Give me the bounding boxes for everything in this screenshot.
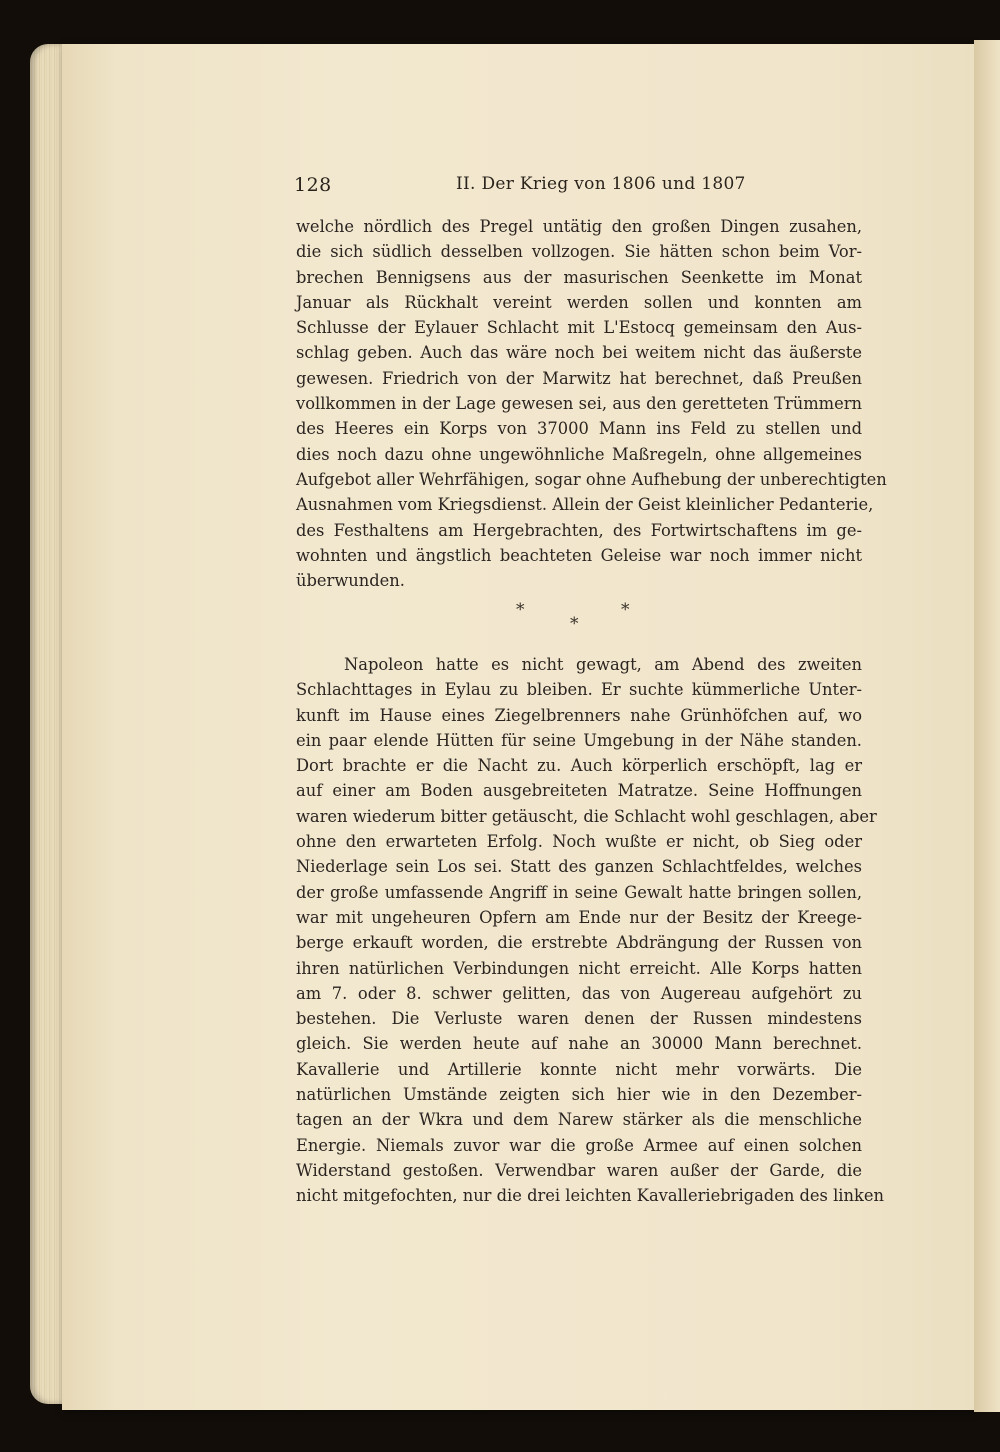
text-line: waren wiederum bitter getäuscht, die Schlacht wohl geschlagen, aber [296, 806, 877, 826]
text-line: Aufgebot aller Wehrfähigen, sogar ohne Aufhebung der unberechtigten [296, 469, 887, 489]
section-divider-asterisks [296, 596, 862, 636]
text-line: brechen Bennigsens aus der masurischen Seenkette im Monat [296, 267, 862, 287]
text-line: war mit ungeheuren Opfern am Ende nur der Besitz der Kreege- [296, 907, 862, 927]
text-line: Niederlage sein Los sei. Statt des ganzen Schlachtfeldes, welches [296, 857, 862, 877]
text-line: Energie. Niemals zuvor war die große Armee auf einen solchen [296, 1135, 862, 1155]
page-header [294, 174, 860, 200]
asterisk: * [570, 614, 579, 634]
text-line: ohne den erwarteten Erfolg. Noch wußte er nicht, ob Sieg oder [296, 832, 862, 852]
text-line: des Heeres ein Korps von 37000 Mann ins Feld zu stellen und [296, 419, 862, 439]
text-line: gleich. Sie werden heute auf nahe an 30000 Mann berechnet. [296, 1034, 862, 1054]
text-line: schlag geben. Auch das wäre noch bei weitem nicht das äußerste [296, 343, 862, 363]
text-line: berge erkauft worden, die erstrebte Abdrängung der Russen von [296, 933, 862, 953]
text-line: natürlichen Umstände zeigten sich hier wie in den Dezember- [296, 1085, 862, 1105]
text-line: Januar als Rückhalt vereint werden sollen und konnten am [296, 292, 862, 312]
text-line: ein paar elende Hütten für seine Umgebung in der Nähe standen. [296, 730, 862, 750]
text-line: des Festhaltens am Hergebrachten, des Fortwirtschaftens im ge- [296, 520, 862, 540]
text-line: Schlusse der Eylauer Schlacht mit L'Estocq gemeinsam den Aus- [296, 318, 862, 338]
paragraph-2 [296, 652, 884, 1209]
asterisk: * [621, 600, 630, 620]
text-line: gewesen. Friedrich von der Marwitz hat berechnet, daß Preußen [296, 368, 862, 388]
text-line: Ausnahmen vom Kriegsdienst. Allein der Geist kleinlicher Pedanterie, [296, 495, 874, 515]
text-line: am 7. oder 8. schwer gelitten, das von Augereau aufgehört zu [296, 983, 862, 1003]
text-line: der große umfassende Angriff in seine Gewalt hatte bringen sollen, [296, 882, 862, 902]
text-line: Schlachttages in Eylau zu bleiben. Er suchte kümmerliche Unter- [296, 680, 862, 700]
text-line: tagen an der Wkra und dem Narew stärker als die menschliche [296, 1110, 862, 1130]
text-line: wohnten und ängstlich beachteten Geleise war noch immer nicht [296, 545, 862, 565]
paragraph-1 [296, 214, 887, 593]
text-line: Dort brachte er die Nacht zu. Auch körperlich erschöpft, lag er [296, 756, 862, 776]
text-line: kunft im Hause eines Ziegelbrenners nahe Grünhöfchen auf, wo [296, 705, 862, 725]
text-line: ihren natürlichen Verbindungen nicht erreicht. Alle Korps hatten [296, 958, 862, 978]
text-line: die sich südlich desselben vollzogen. Sie hätten schon beim Vor- [296, 242, 862, 262]
text-line: dies noch dazu ohne ungewöhnliche Maßregeln, ohne allgemeines [296, 444, 862, 464]
text-line: überwunden. [296, 571, 405, 591]
text-line: auf einer am Boden ausgebreiteten Matratze. Seine Hoffnungen [296, 781, 862, 801]
text-line: nicht mitgefochten, nur die drei leichten Kavalleriebrigaden des linken [296, 1186, 884, 1206]
text-line: vollkommen in der Lage gewesen sei, aus den geretteten Trümmern [296, 394, 862, 414]
text-line: welche nördlich des Pregel untätig den großen Dingen zusahen, [296, 217, 862, 236]
text-line: Napoleon hatte es nicht gewagt, am Abend des zweiten [344, 655, 862, 674]
running-head: II. Der Krieg von 1806 und 1807 [456, 174, 746, 194]
asterisk: * [516, 600, 525, 620]
text-line: bestehen. Die Verluste waren denen der Russen mindestens [296, 1009, 862, 1029]
facing-page-edge [974, 40, 1000, 1412]
text-line: Kavallerie und Artillerie konnte nicht mehr vorwärts. Die [296, 1059, 862, 1079]
page-number: 128 [294, 174, 332, 196]
text-line: Widerstand gestoßen. Verwendbar waren außer der Garde, die [296, 1160, 862, 1180]
